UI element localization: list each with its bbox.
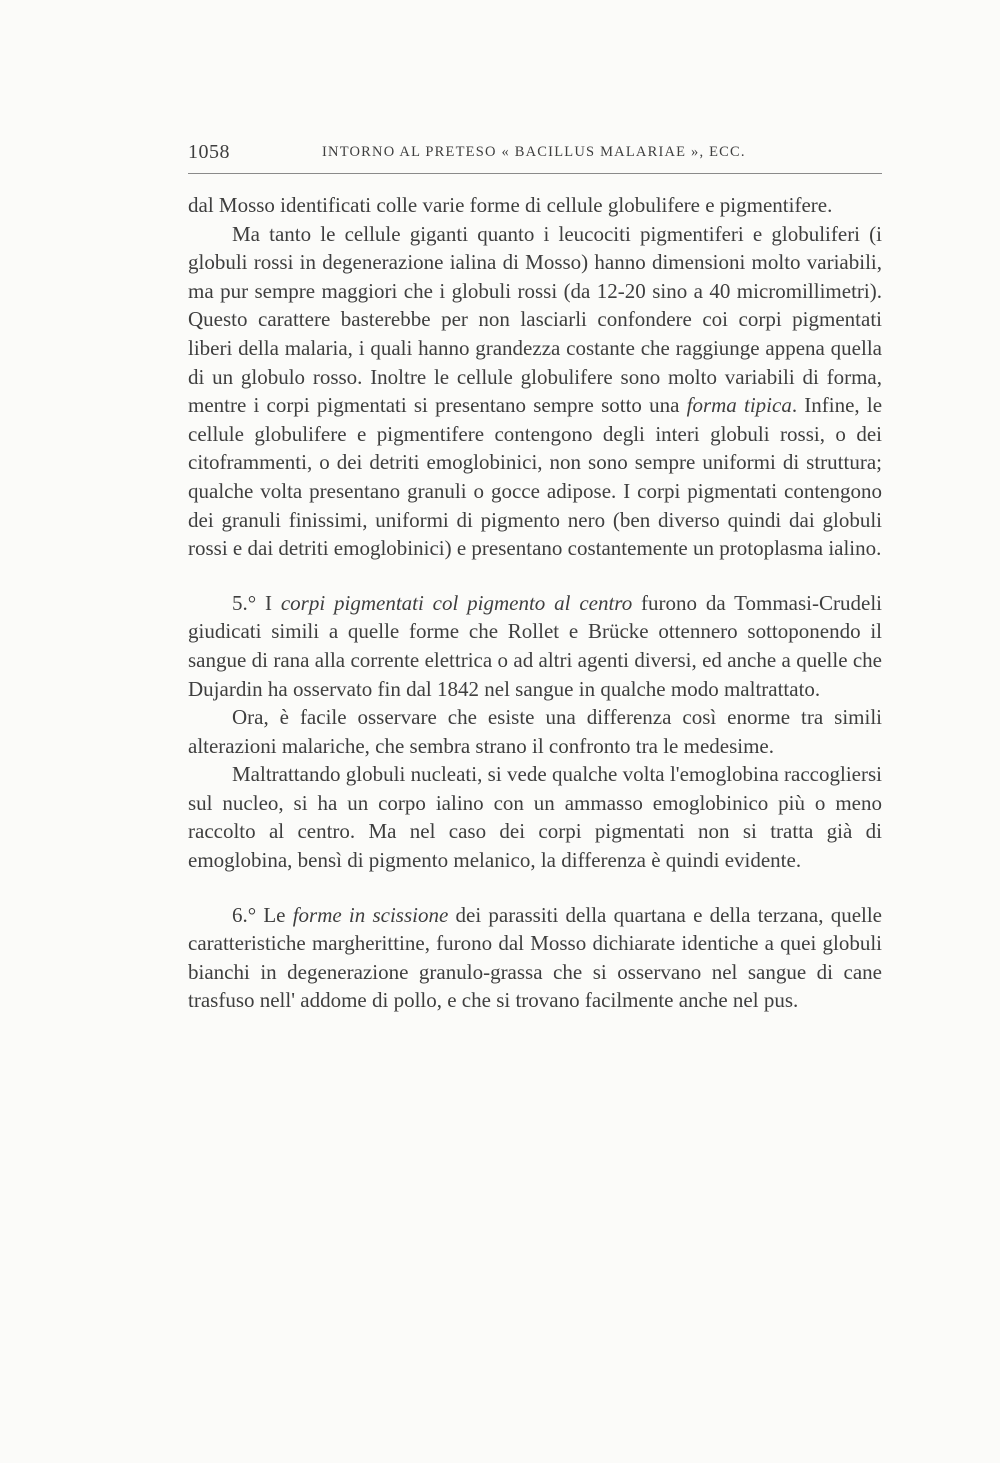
paragraph — [188, 191, 882, 220]
italic-phrase: forma tipica — [686, 393, 792, 418]
italic-phrase: corpi pigmentati col pigmento al centro — [280, 590, 633, 615]
body-text — [188, 191, 882, 1015]
paragraph — [188, 901, 882, 1015]
paragraph-text: furono da Tommasi-Crudeli giudicati simili a quelle forme che Rollet e Brücke ottennero sottoponendo il sangue di rana alla corrente elettrica o ad altri agenti diversi, ed anche a quelle che Dujardin ha osservato fin dal 1842 nel sangue in qualche modo maltrattato. — [188, 590, 882, 701]
paragraph — [188, 589, 882, 703]
page-number: 1058 — [188, 141, 230, 163]
paragraph-text: dal Mosso identificati colle varie forme di cellule globulifere e pigmentifere. — [188, 193, 833, 217]
paragraph — [188, 760, 882, 874]
paragraph-text: dei parassiti della quartana e della terzana, quelle caratteristiche margherittine, furono dal Mosso dichiarate identiche a quei globuli bianchi in degenerazione granulo-grassa che si osservano nel sangue di cane trasfuso nell' addome di pollo, e che si trovano facilmente anche nel pus. — [188, 902, 883, 1013]
running-title: INTORNO AL PRETESO « BACILLUS MALARIAE », ECC. — [322, 144, 746, 160]
section-lead: 5.° I — [232, 590, 281, 615]
paragraph-text: . Infine, le cellule globulifere e pigmentifere contengono degli interi globuli rossi, o dei citoframmenti, o dei detriti emoglobinici, non sono sempre uniformi di struttura; qualche volta presentano granuli o gocce adipose. I corpi pigmentati contengono dei granuli finissimi, uniformi di pigmento nero (ben diverso quindi dai globuli rossi e dai detriti emoglobinici) e presentano costantemente un protoplasma ialino. — [188, 393, 883, 561]
paragraph-text: Ora, è facile osservare che esiste una differenza così enorme tra simili alterazioni malariche, che sembra strano il confronto tra le medesime. — [188, 705, 882, 758]
paragraph-text: Maltrattando globuli nucleati, si vede qualche volta l'emoglobina raccogliersi sul nucleo, si ha un corpo ialino con un ammasso emoglobinico più o meno raccolto al centro. Ma nel caso dei corpi pigmentati non si tratta già di emoglobina, bensì di pigmento melanico, la differenza è quindi evidente. — [188, 762, 882, 873]
section-lead: 6.° Le — [232, 902, 293, 927]
paragraph — [188, 220, 882, 563]
page-header — [188, 141, 882, 171]
paragraph-text: Ma tanto le cellule giganti quanto i leucociti pigmentiferi e globuliferi (i globuli rossi in degenerazione ialina di Mosso) hanno dimensioni molto variabili, ma pur sempre maggiori che i globuli rossi (da 12-20 sino a 40 micromillimetri). Questo carattere basterebbe per non lasciarli confondere coi corpi pigmentati liberi della malaria, i quali hanno grandezza costante che raggiunge appena quella di un globulo rosso. Inoltre le cellule globulifere sono molto variabili di forma, mentre i corpi pigmentati si presentano sempre sotto una — [188, 221, 882, 418]
italic-phrase: forme in scissione — [292, 902, 449, 927]
paragraph — [188, 703, 882, 760]
header-rule — [188, 173, 882, 174]
